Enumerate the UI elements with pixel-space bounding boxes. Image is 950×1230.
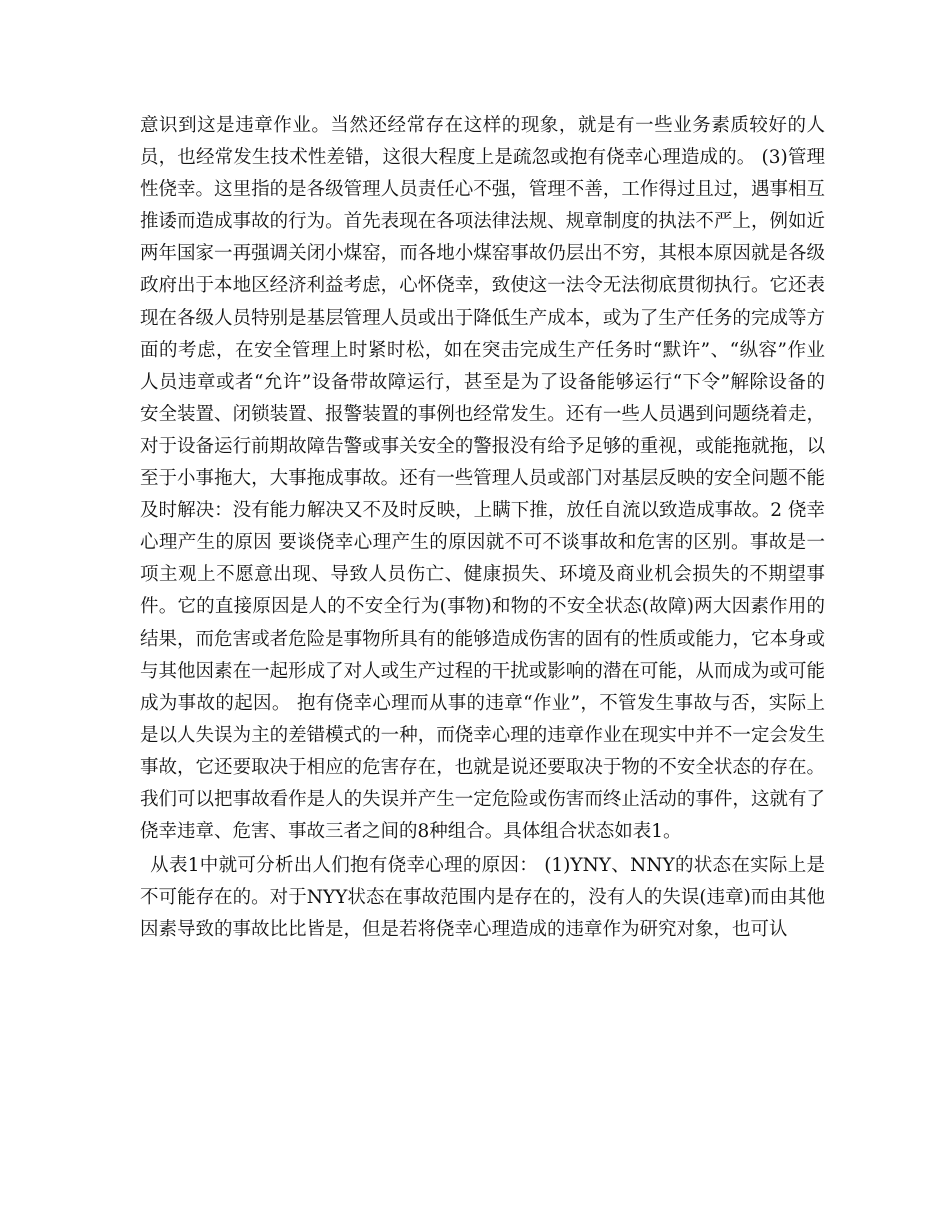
body-paragraph-2: 从表1中就可分析出人们抱有侥幸心理的原因： (1)YNY、NNY的状态在实际上是不可能存在的。对于NYY状态在事故范围内是存在的，没有人的失误(违章)而由其他因素导致的事故比比皆是，但是若将侥幸心理造成的违章作为研究对象，也可认: [140, 855, 825, 941]
document-page: [140, 110, 825, 946]
body-paragraph-1: 意识到这是违章作业。当然还经常存在这样的现象，就是有一些业务素质较好的人员，也经常发生技术性差错，这很大程度上是疏忽或抱有侥幸心理造成的。 (3)管理性侥幸。这里指的是各级管理人员责任心不强，管理不善，工作得过且过，遇事相互推诿而造成事故的行为。首先表现在各项法律法规、规章制度的执法不严上，例如近两年国家一再强调关闭小煤窑，而各地小煤窑事故仍层出不穷，其根本原因就是各级政府出于本地区经济利益考虑，心怀侥幸，致使这一法令无法彻底贯彻执行。它还表现在各级人员特别是基层管理人员或出于降低生产成本，或为了生产任务的完成等方面的考虑，在安全管理上时紧时松，如在突击完成生产任务时“默许”、“纵容”作业人员违章或者“允许”设备带故障运行，甚至是为了设备能够运行“下令”解除设备的安全装置、闭锁装置、报警装置的事例也经常发生。还有一些人员遇到问题绕着走，对于设备运行前期故障告警或事关安全的警报没有给予足够的重视，或能拖就拖，以至于小事拖大，大事拖成事故。还有一些管理人员或部门对基层反映的安全问题不能及时解决：没有能力解决又不及时反映，上瞒下推，放任自流以致造成事故。2 侥幸心理产生的原因 要谈侥幸心理产生的原因就不可不谈事故和危害的区别。事故是一项主观上不愿意出现、导致人员伤亡、健康损失、环境及商业机会损失的不期望事件。它的直接原因是人的不安全行为(事物)和物的不安全状态(故障)两大因素作用的结果，而危害或者危险是事物所具有的能够造成伤害的固有的性质或能力，它本身或与其他因素在一起形成了对人或生产过程的干扰或影响的潜在可能，从而成为或可能成为事故的起因。 抱有侥幸心理而从事的违章“作业”，不管发生事故与否，实际上是以人失误为主的差错模式的一种，而侥幸心理的违章作业在现实中并不一定会发生事故，它还要取决于相应的危害存在，也就是说还要取决于物的不安全状态的存在。我们可以把事故看作是人的失误并产生一定危险或伤害而终止活动的事件，这就有了侥幸违章、危害、事故三者之间的8种组合。具体组合状态如表1。: [140, 115, 825, 843]
